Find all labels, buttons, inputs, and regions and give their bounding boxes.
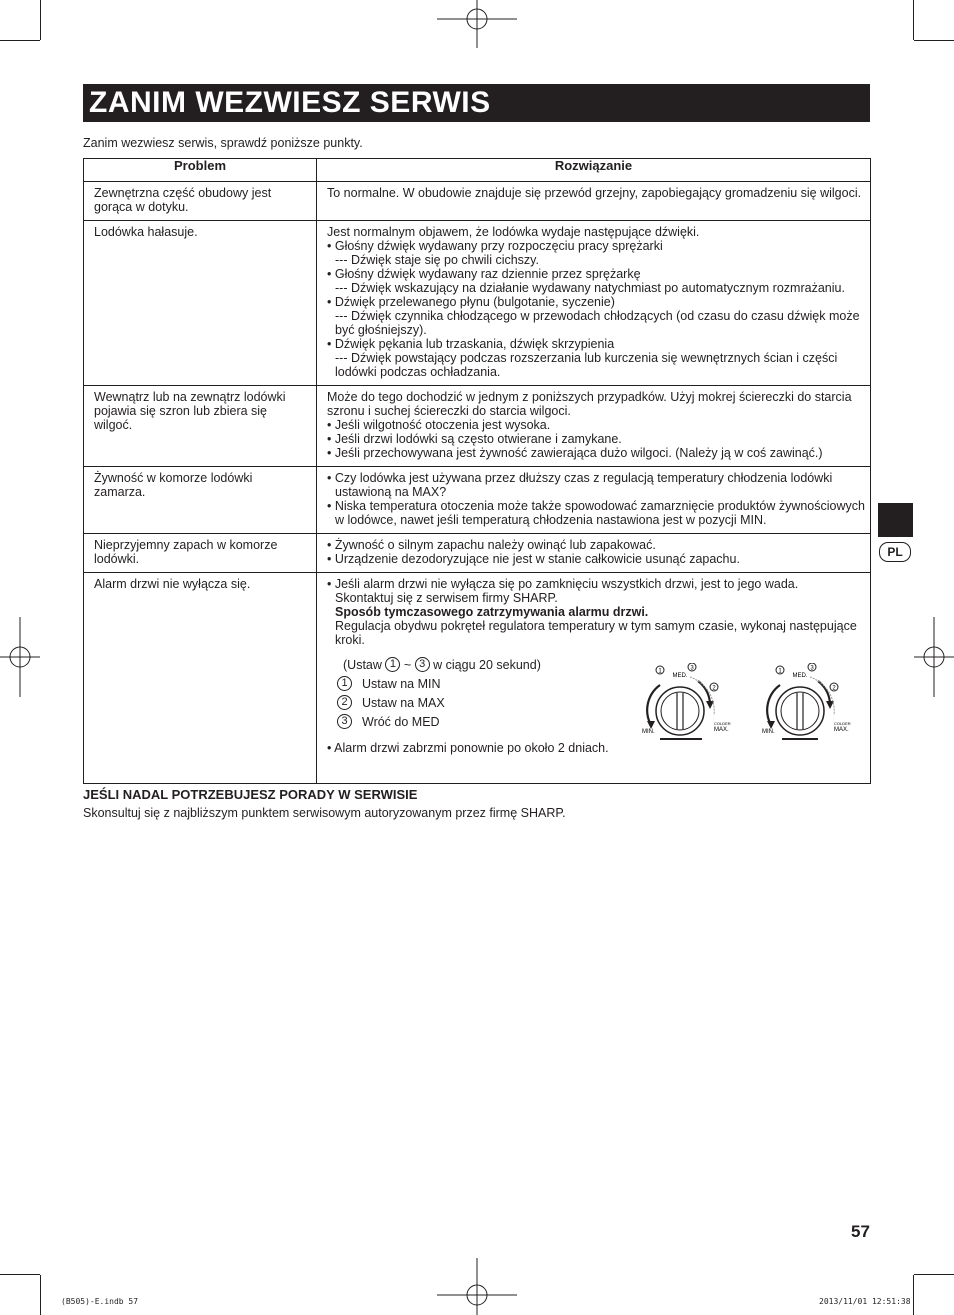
dial-mark-label: 2 [832, 685, 836, 692]
solution-bullet: • Czy lodówka jest używana przez dłuższy czas z regulacją temperatury chłodzenia lodówki ustawioną na MAX? [327, 471, 833, 499]
solution-bullet: • Urządzenie dezodoryzujące nie jest w stanie całkowicie usunąć zapachu. [327, 552, 740, 566]
solution-line: To normalne. W obudowie znajduje się przewód grzejny, zapobiegający gromadzeniu się wilgoci. [327, 186, 862, 200]
crop-mark [914, 1274, 954, 1275]
dial-max-label: MAX. [714, 727, 729, 733]
step-text: Wróć do MED [362, 714, 440, 729]
service-heading: JEŚLI NADAL POTRZEBUJESZ PORADY W SERWISIE [83, 787, 418, 802]
intro-text: Zanim wezwiesz serwis, sprawdź poniższe punkty. [83, 136, 363, 150]
crop-mark [40, 0, 41, 40]
language-badge: PL [879, 542, 911, 562]
table-row [84, 467, 871, 534]
steps-intro-tilde: ~ [403, 657, 412, 672]
solution-line: Może do tego dochodzić w jednym z poniższych przypadków. Użyj mokrej ściereczki do starcia szronu i suchej ściereczki do starcia wilgoci. [327, 390, 852, 418]
solution-bullet: • Dźwięk przelewanego płynu (bulgotanie, syczenie) [327, 295, 615, 309]
solution-bullet: • Jeśli alarm drzwi nie wyłącza się po zamknięciu wszystkich drzwi, jest to jego wada. [327, 577, 799, 591]
crop-mark [913, 0, 914, 40]
crop-mark [40, 1275, 41, 1315]
dial-min-label: MIN. [642, 729, 655, 735]
steps-intro-suffix: w ciągu 20 sekund) [433, 657, 541, 672]
dial-med-label: MED. [672, 673, 688, 679]
solution-bullet: • Jeśli wilgotność otoczenia jest wysoka. [327, 418, 551, 432]
crop-mark [914, 40, 954, 41]
dial-mark-label: 3 [810, 665, 814, 672]
solution-bullet: • Jeśli drzwi lodówki są często otwierane i zamykane. [327, 432, 622, 446]
footer-timestamp: 2013/11/01 12:51:38 [819, 1297, 911, 1306]
step-number-badge: 3 [415, 657, 430, 672]
problem-cell: Alarm drzwi nie wyłącza się. [84, 573, 317, 784]
solution-bullet: • Głośny dźwięk wydawany przy rozpoczęciu pracy sprężarki [327, 239, 663, 253]
dial-mark-label: 2 [712, 685, 716, 692]
registration-mark [914, 617, 954, 697]
dial-right [762, 663, 851, 740]
solution-cell [317, 386, 871, 467]
solution-detail: --- Dźwięk czynnika chłodzącego w przewodach chłodzących (od czasu do czasu dźwięk może być głośniejszy). [335, 309, 860, 337]
table-row [84, 534, 871, 573]
solution-bullet: • Głośny dźwięk wydawany raz dziennie przez sprężarkę [327, 267, 641, 281]
problem-cell: Lodówka hałasuje. [84, 221, 317, 386]
solution-detail: Skontaktuj się z serwisem firmy SHARP. [335, 591, 558, 605]
problem-cell: Wewnątrz lub na zewnątrz lodówki pojawia się szron lub zbiera się wilgoć. [84, 386, 317, 467]
step-number-badge: 1 [385, 657, 400, 672]
registration-mark [437, 0, 517, 50]
dial-med-label: MED. [792, 673, 808, 679]
dial-mark-label: 1 [778, 668, 782, 675]
dial-mark-label: 3 [690, 665, 694, 672]
solution-cell [317, 467, 871, 534]
solution-detail: --- Dźwięk powstający podczas rozszerzania lub kurczenia się wewnętrznych ścian i części lodówki podczas ochładzania. [335, 351, 838, 379]
steps-intro-prefix: (Ustaw [343, 657, 382, 672]
step-number-badge: 1 [337, 676, 352, 691]
table-header-row [84, 159, 871, 182]
solution-detail: --- Dźwięk wskazujący na działanie wydawany natychmiast po automatycznym rozmrażaniu. [335, 281, 845, 295]
crop-mark [913, 1275, 914, 1315]
column-header-problem: Problem [84, 159, 317, 182]
solution-cell [317, 221, 871, 386]
page-number: 57 [851, 1222, 870, 1241]
dial-colder-label: COLDER [714, 721, 731, 726]
crop-mark [0, 40, 40, 41]
temperature-dial-illustration [640, 663, 860, 745]
problem-cell: Żywność w komorze lodówki zamarza. [84, 467, 317, 534]
solution-detail: --- Dźwięk staje się po chwili cichszy. [335, 253, 539, 267]
alarm-stop-heading: Sposób tymczasowego zatrzymywania alarmu drzwi. [335, 605, 649, 619]
registration-mark [0, 617, 40, 697]
table-row [84, 386, 871, 467]
dial-mark-label: 1 [658, 668, 662, 675]
solution-detail: Regulacja obydwu pokręteł regulatora temperatury w tym samym czasie, wykonaj następujące kroki. [335, 619, 857, 647]
dial-left [642, 663, 731, 740]
dial-max-label: MAX. [834, 727, 849, 733]
step-text: Ustaw na MAX [362, 695, 445, 710]
step-item [337, 712, 541, 731]
step-number-badge: 3 [337, 714, 352, 729]
crop-mark [0, 1274, 40, 1275]
step-number-badge: 2 [337, 695, 352, 710]
step-text: Ustaw na MIN [362, 676, 441, 691]
steps-intro [337, 655, 541, 674]
steps-list [337, 655, 541, 731]
solution-bullet: • Niska temperatura otoczenia może także spowodować zamarznięcie produktów żywnościowych w lodówce, nawet jeśli temperaturą chłodzenia nastawiona jest w pozycji MIN. [327, 499, 865, 527]
dial-min-label: MIN. [762, 729, 775, 735]
problem-cell: Zewnętrzna część obudowy jest gorąca w dotyku. [84, 182, 317, 221]
language-tab [878, 503, 913, 537]
alarm-repeat-note: • Alarm drzwi zabrzmi ponownie po około 2 dniach. [327, 741, 609, 755]
problem-cell: Nieprzyjemny zapach w komorze lodówki. [84, 534, 317, 573]
registration-mark [437, 1258, 517, 1315]
table-row [84, 182, 871, 221]
step-item [337, 693, 541, 712]
solution-bullet: • Jeśli przechowywana jest żywność zawierająca dużo wilgoci. (Należy ją w coś zawinąć.) [327, 446, 823, 460]
footer-file-info: (B505)-E.indb 57 [61, 1297, 139, 1306]
dial-colder-label: COLDER [834, 721, 851, 726]
solution-line: Jest normalnym objawem, że lodówka wydaje następujące dźwięki. [327, 225, 700, 239]
solution-cell [317, 534, 871, 573]
solution-bullet: • Żywność o silnym zapachu należy owinąć lub zapakować. [327, 538, 656, 552]
solution-bullet: • Dźwięk pękania lub trzaskania, dźwięk skrzypienia [327, 337, 615, 351]
service-text: Skonsultuj się z najbliższym punktem serwisowym autoryzowanym przez firmę SHARP. [83, 806, 566, 820]
solution-cell [317, 182, 871, 221]
page-title: ZANIM WEZWIESZ SERWIS [83, 84, 870, 122]
column-header-solution: Rozwiązanie [317, 159, 871, 182]
table-row [84, 221, 871, 386]
step-item [337, 674, 541, 693]
